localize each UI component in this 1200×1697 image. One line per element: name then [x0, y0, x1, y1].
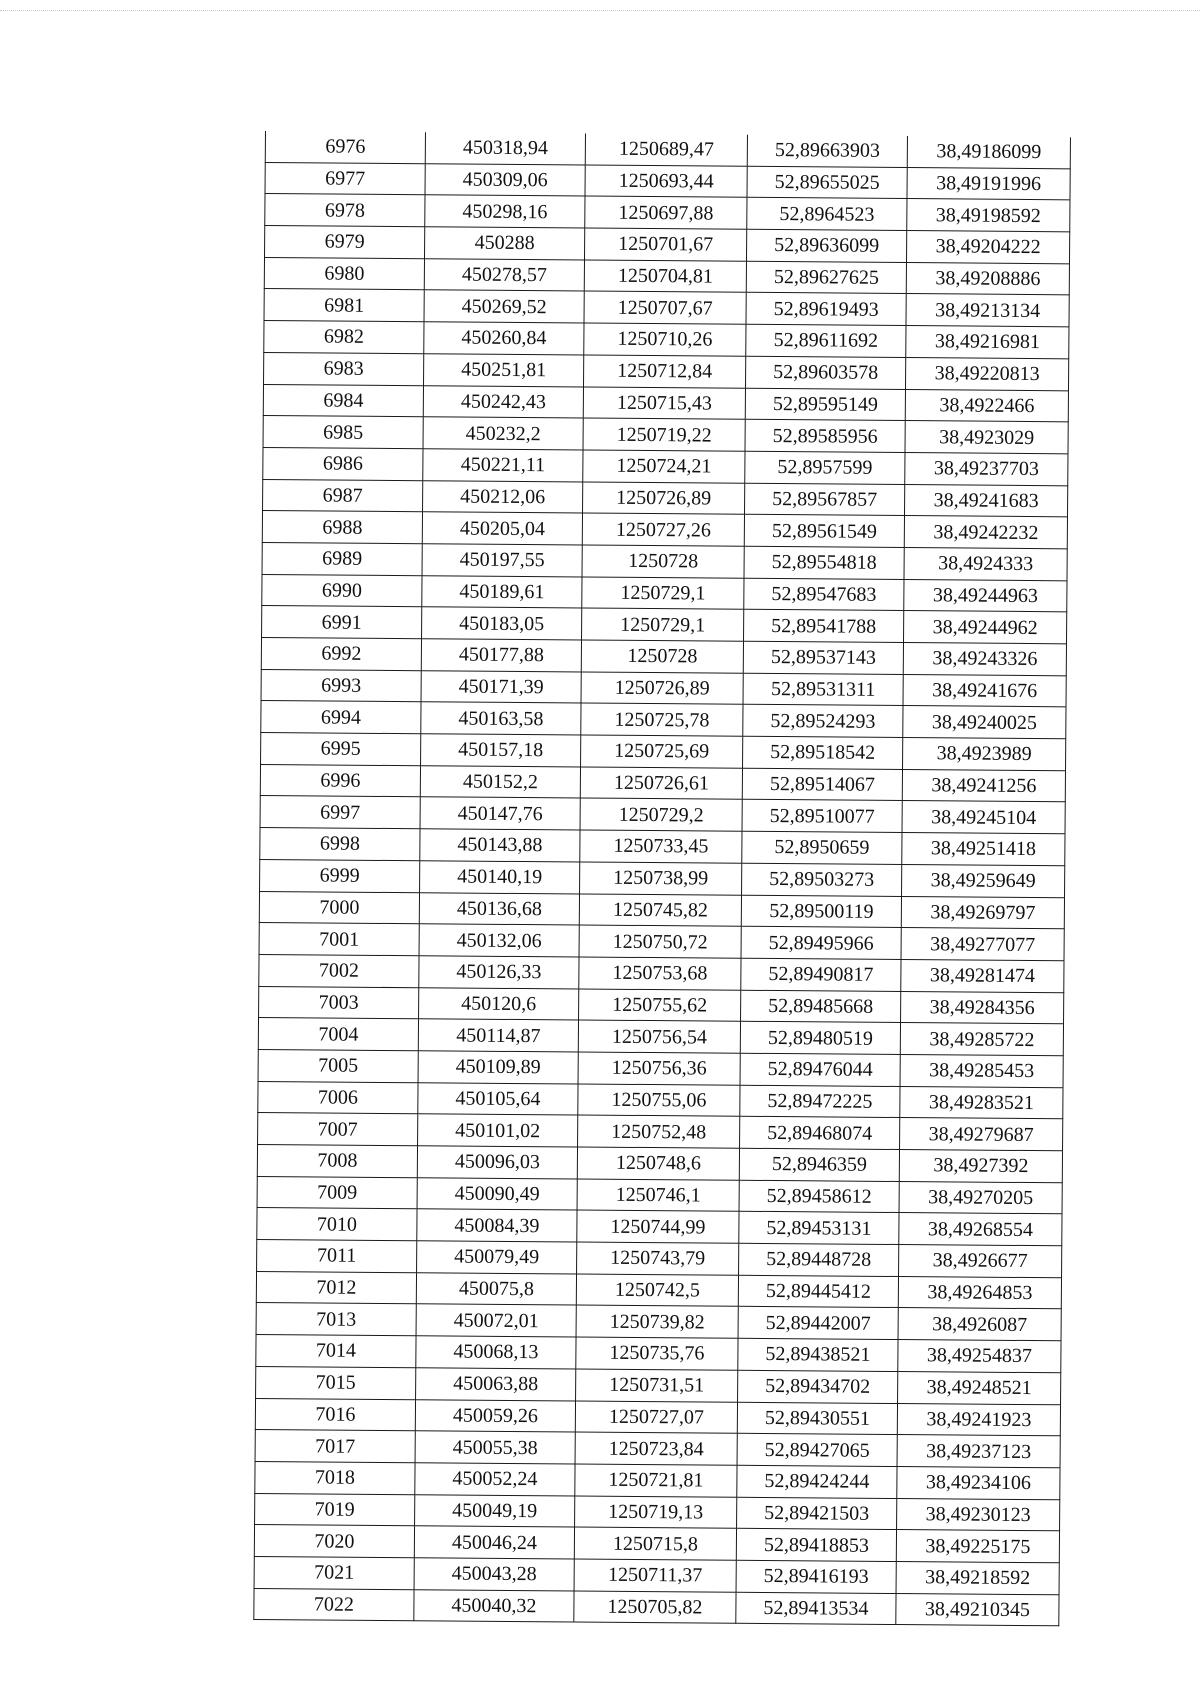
- latitude-cell: 52,8957599: [745, 451, 905, 484]
- point-number-cell: 6988: [262, 511, 422, 544]
- latitude-cell: 52,8946359: [739, 1148, 899, 1181]
- point-number-cell: 6994: [261, 701, 421, 734]
- x-coordinate-cell: 450043,28: [414, 1558, 574, 1591]
- longitude-cell: 38,49230123: [897, 1498, 1060, 1531]
- x-coordinate-cell: 450242,43: [423, 385, 583, 418]
- x-coordinate-cell: 450260,84: [424, 322, 584, 355]
- longitude-cell: 38,49210345: [896, 1593, 1059, 1626]
- longitude-cell: 38,49237703: [905, 452, 1068, 485]
- longitude-cell: 38,49270205: [899, 1181, 1062, 1214]
- latitude-cell: 52,89561549: [744, 515, 904, 548]
- x-coordinate-cell: 450309,06: [425, 163, 585, 196]
- longitude-cell: 38,49220813: [905, 357, 1068, 390]
- longitude-cell: 38,49241923: [897, 1403, 1060, 1436]
- longitude-cell: 38,49213134: [906, 294, 1069, 327]
- latitude-cell: 52,89468074: [740, 1117, 900, 1150]
- latitude-cell: 52,89438521: [738, 1338, 898, 1371]
- x-coordinate-cell: 450205,04: [422, 512, 582, 545]
- point-number-cell: 6997: [260, 796, 420, 829]
- y-coordinate-cell: 1250729,1: [582, 577, 744, 610]
- longitude-cell: 38,49216981: [906, 326, 1069, 359]
- point-number-cell: 7011: [257, 1240, 417, 1273]
- longitude-cell: 38,49279687: [900, 1118, 1063, 1151]
- longitude-cell: 38,49241676: [903, 674, 1066, 707]
- x-coordinate-cell: 450072,01: [416, 1304, 576, 1337]
- longitude-cell: 38,4923989: [903, 738, 1066, 771]
- y-coordinate-cell: 1250756,36: [578, 1052, 740, 1085]
- x-coordinate-cell: 450063,88: [416, 1368, 576, 1401]
- point-number-cell: 6979: [265, 226, 425, 259]
- point-number-cell: 7002: [259, 954, 419, 987]
- point-number-cell: 6976: [265, 131, 425, 163]
- x-coordinate-cell: 450251,81: [424, 354, 584, 387]
- point-number-cell: 6999: [260, 859, 420, 892]
- x-coordinate-cell: 450152,2: [420, 765, 580, 798]
- x-coordinate-cell: 450049,19: [415, 1494, 575, 1527]
- x-coordinate-cell: 450318,94: [425, 132, 585, 164]
- longitude-cell: 38,49241256: [902, 769, 1065, 802]
- y-coordinate-cell: 1250707,67: [584, 291, 746, 324]
- point-number-cell: 7022: [254, 1588, 414, 1621]
- point-number-cell: 7012: [256, 1271, 416, 1304]
- y-coordinate-cell: 1250756,54: [578, 1020, 740, 1053]
- y-coordinate-cell: 1250693,44: [585, 165, 747, 198]
- y-coordinate-cell: 1250752,48: [578, 1115, 740, 1148]
- latitude-cell: 52,89424244: [737, 1465, 897, 1498]
- x-coordinate-cell: 450101,02: [418, 1114, 578, 1147]
- x-coordinate-cell: 450232,2: [423, 417, 583, 450]
- longitude-cell: 38,4923029: [905, 421, 1068, 454]
- point-number-cell: 6981: [264, 289, 424, 322]
- y-coordinate-cell: 1250750,72: [579, 925, 741, 958]
- latitude-cell: 52,89495966: [741, 926, 901, 959]
- longitude-cell: 38,49198592: [907, 199, 1070, 232]
- longitude-cell: 38,49281474: [901, 959, 1064, 992]
- point-number-cell: 6977: [265, 162, 425, 195]
- latitude-cell: 52,89476044: [740, 1053, 900, 1086]
- latitude-cell: 52,89655025: [747, 166, 907, 199]
- x-coordinate-cell: 450114,87: [418, 1019, 578, 1052]
- latitude-cell: 52,89547683: [744, 578, 904, 611]
- x-coordinate-cell: 450183,05: [422, 607, 582, 640]
- y-coordinate-cell: 1250715,8: [574, 1527, 736, 1560]
- latitude-cell: 52,89472225: [740, 1085, 900, 1118]
- x-coordinate-cell: 450157,18: [421, 734, 581, 767]
- x-coordinate-cell: 450055,38: [415, 1431, 575, 1464]
- latitude-cell: 52,89442007: [738, 1307, 898, 1340]
- y-coordinate-cell: 1250725,69: [581, 735, 743, 768]
- point-number-cell: 7001: [259, 923, 419, 956]
- longitude-cell: 38,49268554: [899, 1213, 1062, 1246]
- longitude-cell: 38,49251418: [902, 833, 1065, 866]
- point-number-cell: 7018: [255, 1461, 415, 1494]
- x-coordinate-cell: 450132,06: [419, 924, 579, 957]
- longitude-cell: 38,49218592: [896, 1561, 1059, 1594]
- y-coordinate-cell: 1250689,47: [585, 134, 747, 166]
- longitude-cell: 38,49241683: [904, 484, 1067, 517]
- coordinates-table-body: [254, 131, 1071, 1626]
- latitude-cell: 52,89524293: [743, 705, 903, 738]
- y-coordinate-cell: 1250742,5: [576, 1274, 738, 1307]
- latitude-cell: 52,89595149: [745, 388, 905, 421]
- point-number-cell: 7007: [258, 1113, 418, 1146]
- y-coordinate-cell: 1250715,43: [583, 387, 745, 420]
- x-coordinate-cell: 450143,88: [420, 829, 580, 862]
- coordinates-table: [253, 131, 1071, 1627]
- y-coordinate-cell: 1250728: [582, 545, 744, 578]
- y-coordinate-cell: 1250755,06: [578, 1084, 740, 1117]
- y-coordinate-cell: 1250726,89: [581, 672, 743, 705]
- point-number-cell: 6996: [260, 764, 420, 797]
- point-number-cell: 6998: [260, 828, 420, 861]
- y-coordinate-cell: 1250712,84: [584, 355, 746, 388]
- x-coordinate-cell: 450068,13: [416, 1336, 576, 1369]
- longitude-cell: 38,49242232: [904, 516, 1067, 549]
- latitude-cell: 52,89500119: [741, 895, 901, 928]
- point-number-cell: 6991: [262, 606, 422, 639]
- longitude-cell: 38,49186099: [907, 136, 1070, 168]
- x-coordinate-cell: 450221,11: [423, 449, 583, 482]
- latitude-cell: 52,89430551: [737, 1402, 897, 1435]
- x-coordinate-cell: 450096,03: [417, 1146, 577, 1179]
- latitude-cell: 52,89636099: [746, 229, 906, 262]
- latitude-cell: 52,89421503: [737, 1497, 897, 1530]
- point-number-cell: 6985: [263, 416, 423, 449]
- latitude-cell: 52,89510077: [742, 800, 902, 833]
- y-coordinate-cell: 1250735,76: [576, 1337, 738, 1370]
- scan-top-edge: [0, 10, 1200, 11]
- x-coordinate-cell: 450126,33: [419, 956, 579, 989]
- y-coordinate-cell: 1250743,79: [577, 1242, 739, 1275]
- y-coordinate-cell: 1250721,81: [575, 1464, 737, 1497]
- x-coordinate-cell: 450105,64: [418, 1082, 578, 1115]
- table-row: [254, 1588, 1059, 1626]
- x-coordinate-cell: 450298,16: [425, 195, 585, 228]
- point-number-cell: 7005: [258, 1049, 418, 1082]
- x-coordinate-cell: 450109,89: [418, 1051, 578, 1084]
- latitude-cell: 52,89537143: [743, 641, 903, 674]
- y-coordinate-cell: 1250739,82: [576, 1305, 738, 1338]
- y-coordinate-cell: 1250719,13: [575, 1496, 737, 1529]
- point-number-cell: 7017: [255, 1430, 415, 1463]
- longitude-cell: 38,4926677: [899, 1245, 1062, 1278]
- latitude-cell: 52,89663903: [747, 135, 907, 167]
- x-coordinate-cell: 450163,58: [421, 702, 581, 735]
- x-coordinate-cell: 450189,61: [422, 575, 582, 608]
- longitude-cell: 38,49244963: [904, 579, 1067, 612]
- point-number-cell: 6980: [264, 257, 424, 290]
- x-coordinate-cell: 450212,06: [423, 480, 583, 513]
- latitude-cell: 52,89480519: [740, 1022, 900, 1055]
- longitude-cell: 38,49234106: [897, 1466, 1060, 1499]
- y-coordinate-cell: 1250731,51: [576, 1369, 738, 1402]
- point-number-cell: 7006: [258, 1081, 418, 1114]
- point-number-cell: 6989: [262, 542, 422, 575]
- latitude-cell: 52,89603578: [745, 356, 905, 389]
- point-number-cell: 6992: [261, 637, 421, 670]
- x-coordinate-cell: 450046,24: [414, 1526, 574, 1559]
- y-coordinate-cell: 1250725,78: [581, 703, 743, 736]
- point-number-cell: 6978: [265, 194, 425, 227]
- y-coordinate-cell: 1250729,2: [580, 798, 742, 831]
- x-coordinate-cell: 450079,49: [417, 1241, 577, 1274]
- point-number-cell: 6986: [263, 447, 423, 480]
- latitude-cell: 52,89490817: [741, 958, 901, 991]
- longitude-cell: 38,49237123: [897, 1435, 1060, 1468]
- longitude-cell: 38,4926087: [898, 1308, 1061, 1341]
- point-number-cell: 7009: [257, 1176, 417, 1209]
- latitude-cell: 52,89416193: [736, 1560, 896, 1593]
- latitude-cell: 52,89427065: [737, 1433, 897, 1466]
- latitude-cell: 52,89518542: [743, 736, 903, 769]
- point-number-cell: 6987: [263, 479, 423, 512]
- x-coordinate-cell: 450140,19: [420, 861, 580, 894]
- y-coordinate-cell: 1250727,26: [582, 513, 744, 546]
- x-coordinate-cell: 450090,49: [417, 1177, 577, 1210]
- y-coordinate-cell: 1250753,68: [579, 957, 741, 990]
- point-number-cell: 7000: [259, 891, 419, 924]
- latitude-cell: 52,89485668: [741, 990, 901, 1023]
- point-number-cell: 7003: [259, 986, 419, 1019]
- x-coordinate-cell: 450269,52: [424, 290, 584, 323]
- y-coordinate-cell: 1250701,67: [584, 228, 746, 261]
- longitude-cell: 38,49204222: [906, 231, 1069, 264]
- longitude-cell: 38,49191996: [907, 167, 1070, 200]
- latitude-cell: 52,89445412: [738, 1275, 898, 1308]
- latitude-cell: 52,89434702: [738, 1370, 898, 1403]
- y-coordinate-cell: 1250723,84: [575, 1432, 737, 1465]
- x-coordinate-cell: 450120,6: [419, 987, 579, 1020]
- latitude-cell: 52,89585956: [745, 419, 905, 452]
- y-coordinate-cell: 1250705,82: [574, 1591, 736, 1624]
- x-coordinate-cell: 450147,76: [420, 797, 580, 830]
- point-number-cell: 7004: [258, 1018, 418, 1051]
- longitude-cell: 38,49225175: [896, 1530, 1059, 1563]
- y-coordinate-cell: 1250733,45: [580, 830, 742, 863]
- latitude-cell: 52,8950659: [742, 831, 902, 864]
- x-coordinate-cell: 450059,26: [415, 1399, 575, 1432]
- latitude-cell: 52,8964523: [747, 198, 907, 231]
- point-number-cell: 7010: [257, 1208, 417, 1241]
- point-number-cell: 7021: [254, 1556, 414, 1589]
- longitude-cell: 38,49248521: [898, 1371, 1061, 1404]
- longitude-cell: 38,49208886: [906, 262, 1069, 295]
- point-number-cell: 7019: [255, 1493, 415, 1526]
- longitude-cell: 38,49243326: [903, 643, 1066, 676]
- y-coordinate-cell: 1250704,81: [584, 260, 746, 293]
- longitude-cell: 38,4924333: [904, 547, 1067, 580]
- x-coordinate-cell: 450075,8: [416, 1272, 576, 1305]
- longitude-cell: 38,49285722: [900, 1023, 1063, 1056]
- longitude-cell: 38,49254837: [898, 1340, 1061, 1373]
- point-number-cell: 7014: [256, 1335, 416, 1368]
- longitude-cell: 38,49240025: [903, 706, 1066, 739]
- document-page: [253, 131, 1075, 1627]
- longitude-cell: 38,49259649: [902, 864, 1065, 897]
- x-coordinate-cell: 450197,55: [422, 544, 582, 577]
- latitude-cell: 52,89619493: [746, 293, 906, 326]
- x-coordinate-cell: 450084,39: [417, 1209, 577, 1242]
- x-coordinate-cell: 450278,57: [424, 259, 584, 292]
- longitude-cell: 38,49284356: [901, 991, 1064, 1024]
- x-coordinate-cell: 450040,32: [414, 1589, 574, 1622]
- y-coordinate-cell: 1250726,61: [580, 767, 742, 800]
- latitude-cell: 52,89503273: [742, 863, 902, 896]
- latitude-cell: 52,89554818: [744, 546, 904, 579]
- latitude-cell: 52,89531311: [743, 673, 903, 706]
- y-coordinate-cell: 1250711,37: [574, 1559, 736, 1592]
- y-coordinate-cell: 1250697,88: [585, 196, 747, 229]
- point-number-cell: 6983: [264, 352, 424, 385]
- latitude-cell: 52,89567857: [745, 483, 905, 516]
- latitude-cell: 52,89458612: [739, 1180, 899, 1213]
- y-coordinate-cell: 1250726,89: [583, 482, 745, 515]
- latitude-cell: 52,89453131: [739, 1212, 899, 1245]
- point-number-cell: 7016: [255, 1398, 415, 1431]
- latitude-cell: 52,89413534: [736, 1592, 896, 1625]
- point-number-cell: 7008: [257, 1144, 417, 1177]
- point-number-cell: 6990: [262, 574, 422, 607]
- y-coordinate-cell: 1250744,99: [577, 1210, 739, 1243]
- y-coordinate-cell: 1250719,22: [583, 418, 745, 451]
- point-number-cell: 6984: [263, 384, 423, 417]
- longitude-cell: 38,49269797: [901, 896, 1064, 929]
- y-coordinate-cell: 1250724,21: [583, 450, 745, 483]
- point-number-cell: 7020: [254, 1525, 414, 1558]
- y-coordinate-cell: 1250728: [581, 640, 743, 673]
- point-number-cell: 7013: [256, 1303, 416, 1336]
- longitude-cell: 38,4927392: [899, 1150, 1062, 1183]
- y-coordinate-cell: 1250710,26: [584, 323, 746, 356]
- y-coordinate-cell: 1250727,07: [575, 1400, 737, 1433]
- point-number-cell: 6993: [261, 669, 421, 702]
- latitude-cell: 52,89418853: [736, 1528, 896, 1561]
- y-coordinate-cell: 1250745,82: [579, 893, 741, 926]
- longitude-cell: 38,49245104: [902, 801, 1065, 834]
- latitude-cell: 52,89627625: [746, 261, 906, 294]
- longitude-cell: 38,49277077: [901, 928, 1064, 961]
- y-coordinate-cell: 1250755,62: [579, 989, 741, 1022]
- latitude-cell: 52,89541788: [744, 610, 904, 643]
- x-coordinate-cell: 450288: [425, 227, 585, 260]
- x-coordinate-cell: 450177,88: [421, 639, 581, 672]
- y-coordinate-cell: 1250738,99: [580, 862, 742, 895]
- point-number-cell: 6982: [264, 321, 424, 354]
- longitude-cell: 38,49264853: [898, 1276, 1061, 1309]
- longitude-cell: 38,4922466: [905, 389, 1068, 422]
- longitude-cell: 38,49244962: [904, 611, 1067, 644]
- y-coordinate-cell: 1250729,1: [582, 608, 744, 641]
- latitude-cell: 52,89514067: [742, 768, 902, 801]
- longitude-cell: 38,49285453: [900, 1054, 1063, 1087]
- point-number-cell: 6995: [261, 733, 421, 766]
- y-coordinate-cell: 1250748,6: [577, 1147, 739, 1180]
- longitude-cell: 38,49283521: [900, 1086, 1063, 1119]
- point-number-cell: 7015: [256, 1366, 416, 1399]
- latitude-cell: 52,89448728: [739, 1243, 899, 1276]
- x-coordinate-cell: 450171,39: [421, 670, 581, 703]
- y-coordinate-cell: 1250746,1: [577, 1179, 739, 1212]
- latitude-cell: 52,89611692: [746, 324, 906, 357]
- x-coordinate-cell: 450052,24: [415, 1463, 575, 1496]
- x-coordinate-cell: 450136,68: [419, 892, 579, 925]
